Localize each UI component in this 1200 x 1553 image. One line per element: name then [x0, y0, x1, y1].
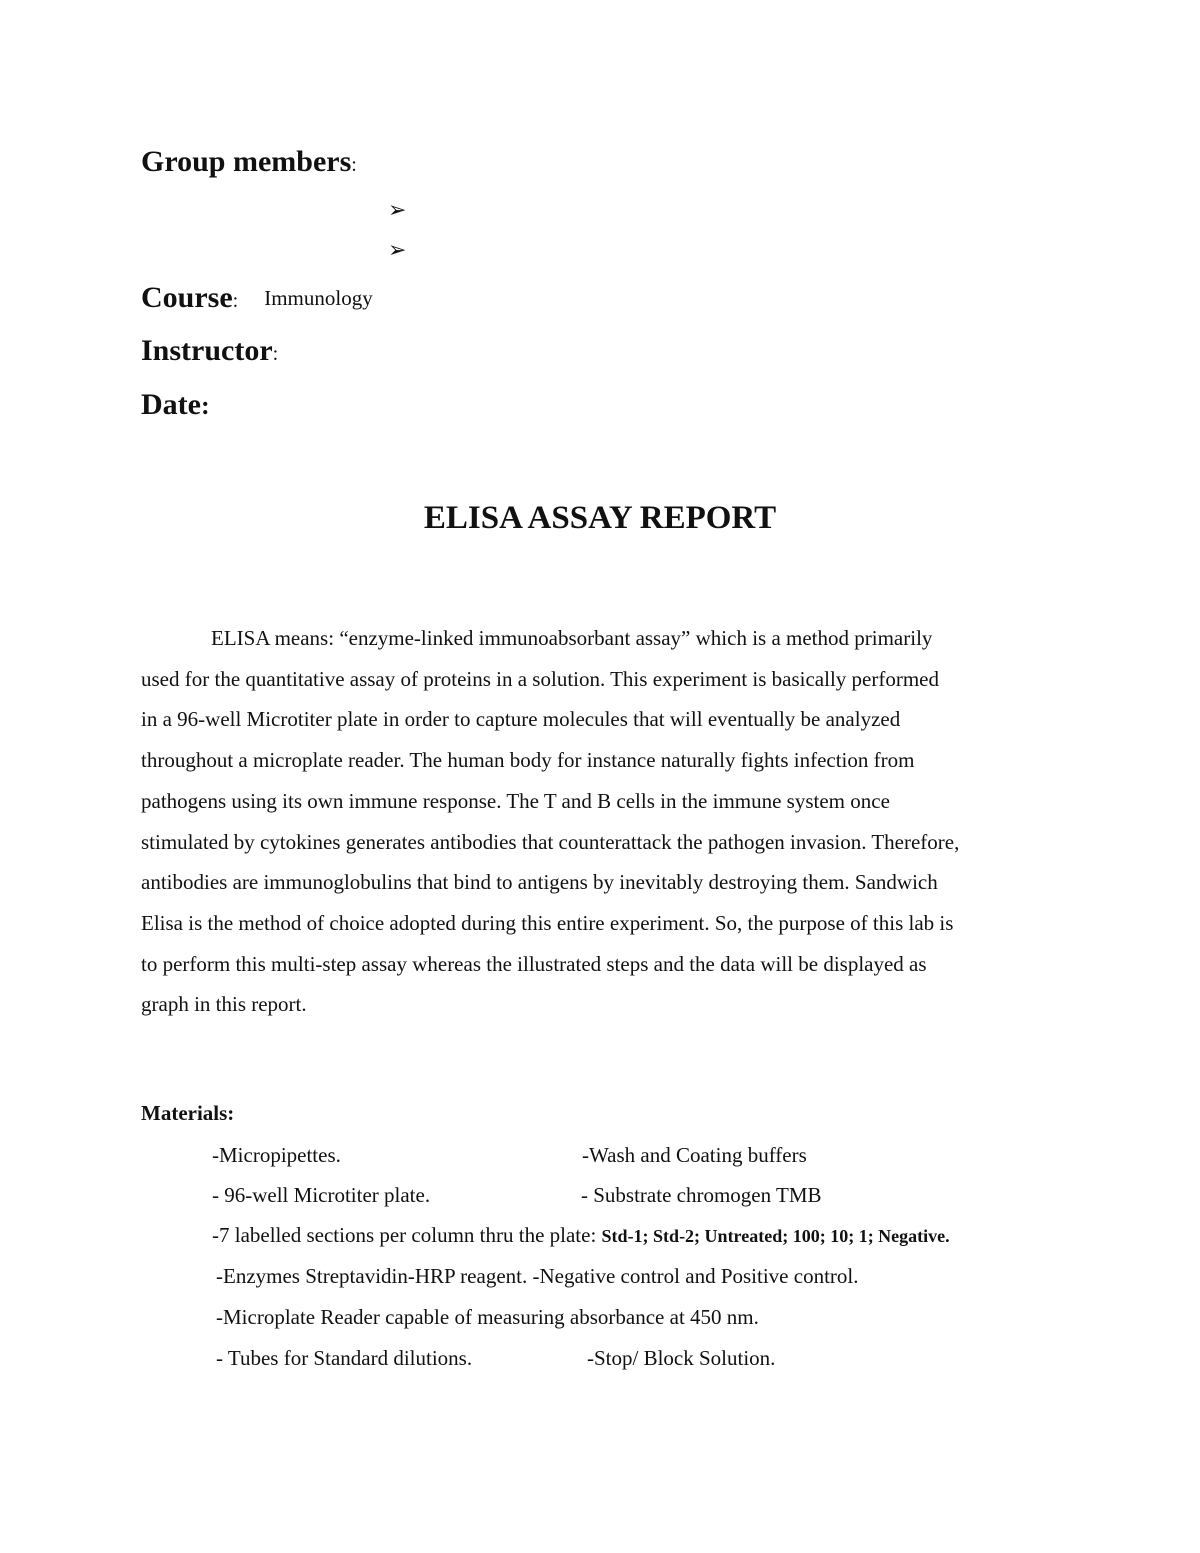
report-title: ELISA ASSAY REPORT — [423, 500, 777, 536]
intro-line: Elisa is the method of choice adopted during this entire experiment. So, the purpose of this lab is — [141, 910, 954, 935]
intro-line: used for the quantitative assay of proteins in a solution. This experiment is basically performed — [141, 666, 939, 691]
sections-text: -7 labelled sections per column thru the plate: — [212, 1223, 602, 1247]
material-item-sections — [212, 1220, 950, 1251]
group-members-colon: : — [351, 154, 357, 176]
course-colon: : — [232, 290, 239, 312]
materials-heading: Materials: — [141, 1101, 235, 1125]
instructor-label: Instructor — [141, 334, 273, 367]
date-colon: : — [200, 391, 210, 420]
bullet-arrow-icon: ➢ — [388, 197, 407, 222]
date-line — [141, 387, 210, 424]
intro-line: stimulated by cytokines generates antibodies that counterattack the pathogen invasion. Therefore, — [141, 829, 960, 854]
material-item: -Wash and Coating buffers — [582, 1143, 807, 1167]
intro-line: graph in this report. — [141, 992, 307, 1017]
group-members-label: Group members — [141, 145, 352, 178]
material-item: -Stop/ Block Solution. — [587, 1346, 776, 1370]
sections-labels: Std-1; Std-2; Untreated; 100; 10; 1; Negative. — [601, 1226, 950, 1246]
intro-line: in a 96-well Microtiter plate in order to capture molecules that will eventually be analyzed — [141, 707, 901, 732]
intro-paragraph — [141, 618, 1071, 1025]
course-line — [141, 280, 373, 319]
date-label: Date — [141, 388, 201, 421]
course-label: Course — [141, 281, 233, 314]
material-item: - Tubes for Standard dilutions. — [216, 1346, 473, 1370]
material-item: - Substrate chromogen TMB — [581, 1183, 822, 1207]
material-item: - 96-well Microtiter plate. — [212, 1183, 431, 1207]
material-item: -Microplate Reader capable of measuring absorbance at 450 nm. — [216, 1305, 759, 1329]
course-value: Immunology — [264, 286, 373, 310]
intro-line: pathogens using its own immune response. The T and B cells in the immune system once — [141, 788, 890, 813]
material-item: -Enzymes Streptavidin-HRP reagent. -Negative control and Positive control. — [216, 1264, 859, 1288]
intro-line: throughout a microplate reader. The human body for instance naturally fights infection from — [141, 748, 915, 773]
group-members-line — [141, 144, 357, 183]
instructor-line — [141, 333, 278, 372]
bullet-arrow-icon: ➢ — [388, 237, 407, 262]
intro-line: to perform this multi-step assay whereas the illustrated steps and the data will be displayed as — [141, 951, 927, 976]
material-item: -Micropipettes. — [212, 1143, 341, 1167]
instructor-colon: : — [272, 343, 279, 365]
intro-line: antibodies are immunoglobulins that bind to antigens by inevitably destroying them. Sandwich — [141, 870, 938, 895]
intro-line: ELISA means: “enzyme-linked immunoabsorbant assay” which is a method primarily — [211, 626, 933, 650]
